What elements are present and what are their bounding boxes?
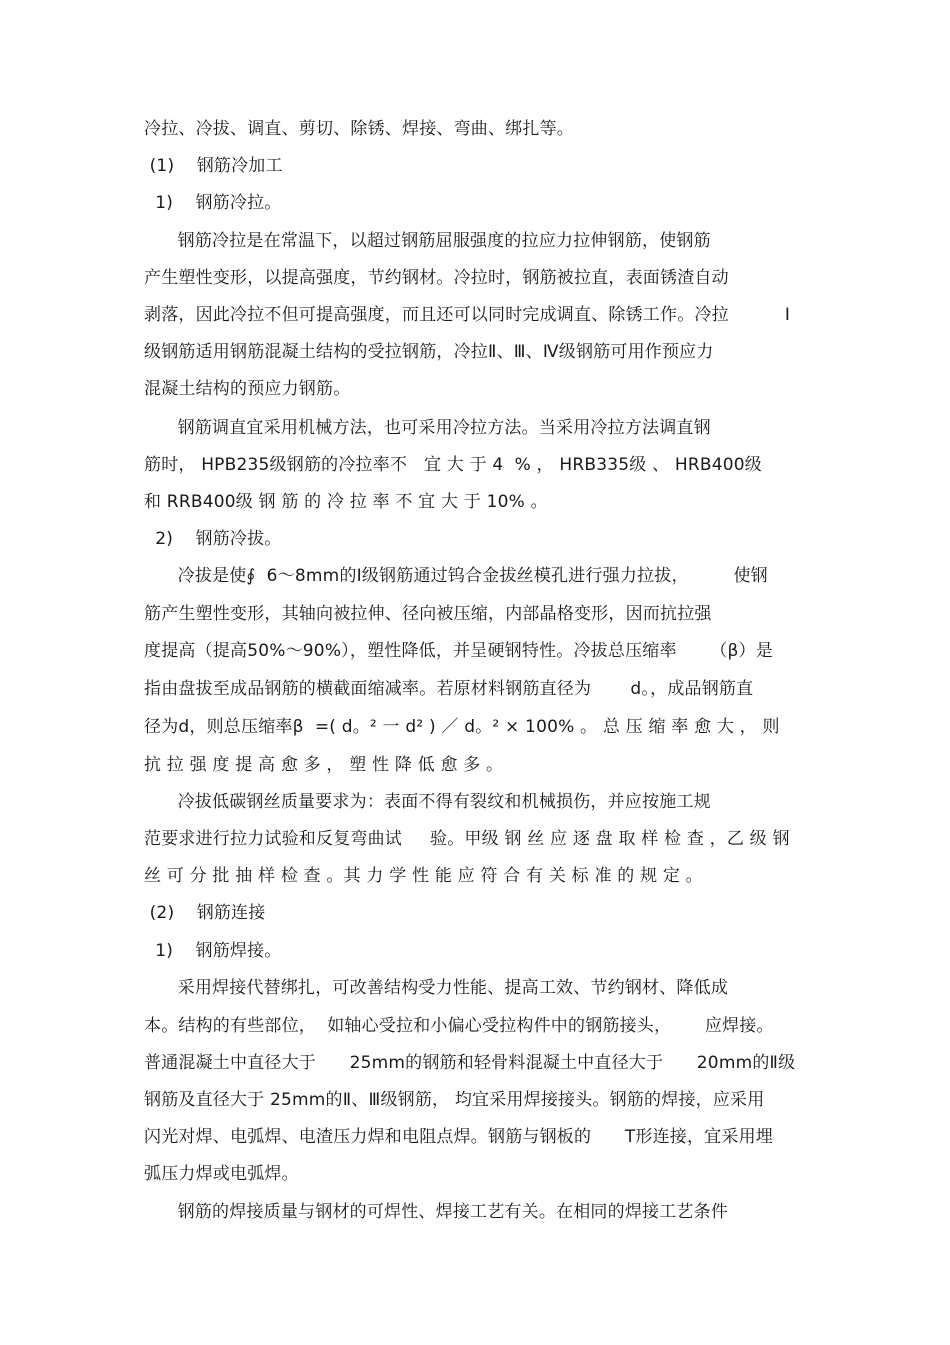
text-line: 闪光对焊、电弧焊、电渣压力焊和电阻点焊。钢筋与钢板的 T形连接，宜采用埋 (144, 1127, 774, 1147)
section-heading: (2) 钢筋连接 (144, 903, 266, 923)
text-line: 钢筋的焊接质量与钢材的可焊性、焊接工艺有关。在相同的焊接工艺条件 (144, 1202, 729, 1222)
text-line: 范要求进行拉力试验和反复弯曲试 验。甲级 钢 丝 应 逐 盘 取 样 检 查 ，乙 级 钢 (144, 829, 790, 849)
text-line: 普通混凝土中直径大于 25mm的钢筋和轻骨料混凝土中直径大于 20mm的Ⅱ级 (144, 1053, 796, 1073)
text-line: 冷拔低碳钢丝质量要求为：表面不得有裂纹和机械损伤，并应按施工规 (144, 792, 711, 812)
text-line: 冷拉、冷拔、调直、剪切、除锈、焊接、弯曲、绑扎等。 (144, 119, 574, 139)
text-line: 和 RRB400级 钢 筋 的 冷 拉 率 不 宜 大 于 10% 。 (144, 492, 548, 512)
text-line: 产生塑性变形，以提高强度，节约钢材。冷拉时，钢筋被拉直，表面锈渣自动 (144, 268, 729, 288)
subsection-heading: 1) 钢筋焊接。 (144, 941, 282, 961)
text-line: 弧压力焊或电弧焊。 (144, 1164, 299, 1184)
text-line: 度提高（提高50%～90%），塑性降低，并呈硬钢特性。冷拔总压缩率 （β）是 (144, 641, 773, 661)
text-line: 剥落，因此冷拉不但可提高强度，而且还可以同时完成调直、除锈工作。冷拉 I (144, 305, 791, 325)
text-line: 筋产生塑性变形，其轴向被拉伸、径向被压缩，内部晶格变形，因而抗拉强 (144, 604, 712, 624)
text-line: 采用焊接代替绑扎，可改善结构受力性能、提高工效、节约钢材、降低成 (144, 978, 729, 998)
text-line: 级钢筋适用钢筋混凝土结构的受拉钢筋，冷拉Ⅱ、Ⅲ、Ⅳ级钢筋可用作预应力 (144, 342, 714, 362)
text-line: 丝 可 分 批 抽 样 检 查 。其 力 学 性 能 应 符 合 有 关 标 准 的 规 定 。 (144, 866, 703, 886)
text-line: 钢筋调直宜采用机械方法，也可采用冷拉方法。当采用冷拉方法调直钢 (144, 418, 711, 438)
text-line: 径为d，则总压缩率β =( d。² 一 d² ) ／ d。² × 100% 。 总 压 缩 率 愈 大 ， 则 (144, 717, 780, 737)
text-line: 指由盘拔至成品钢筋的横截面缩减率。若原材料钢筋直径为 d。，成品钢筋直 (144, 679, 754, 699)
text-line: 钢筋及直径大于 25mm的Ⅱ、Ⅲ级钢筋， 均宜采用焊接接头。钢筋的焊接，应采用 (144, 1090, 765, 1110)
text-line: 钢筋冷拉是在常温下，以超过钢筋屈服强度的拉应力拉伸钢筋，使钢筋 (144, 231, 711, 251)
text-line: 抗 拉 强 度 提 高 愈 多 ， 塑 性 降 低 愈 多 。 (144, 755, 504, 775)
subsection-heading: 1) 钢筋冷拉。 (144, 193, 282, 213)
text-line: 混凝土结构的预应力钢筋。 (144, 379, 351, 399)
subsection-heading: 2) 钢筋冷拔。 (144, 529, 282, 549)
text-line: 筋时， HPB235级钢筋的冷拉率不 宜 大 于 4 % ， HRB335级 、 HRB400级 (144, 455, 762, 475)
text-line: 本。结构的有些部位， 如轴心受拉和小偏心受拉构件中的钢筋接头， 应焊接。 (144, 1016, 774, 1036)
section-heading: (1) 钢筋冷加工 (144, 156, 283, 176)
text-line: 冷拔是使∮ 6～8mm的Ⅰ级钢筋通过钨合金拔丝模孔进行强力拉拔， 使钢 (144, 566, 768, 586)
